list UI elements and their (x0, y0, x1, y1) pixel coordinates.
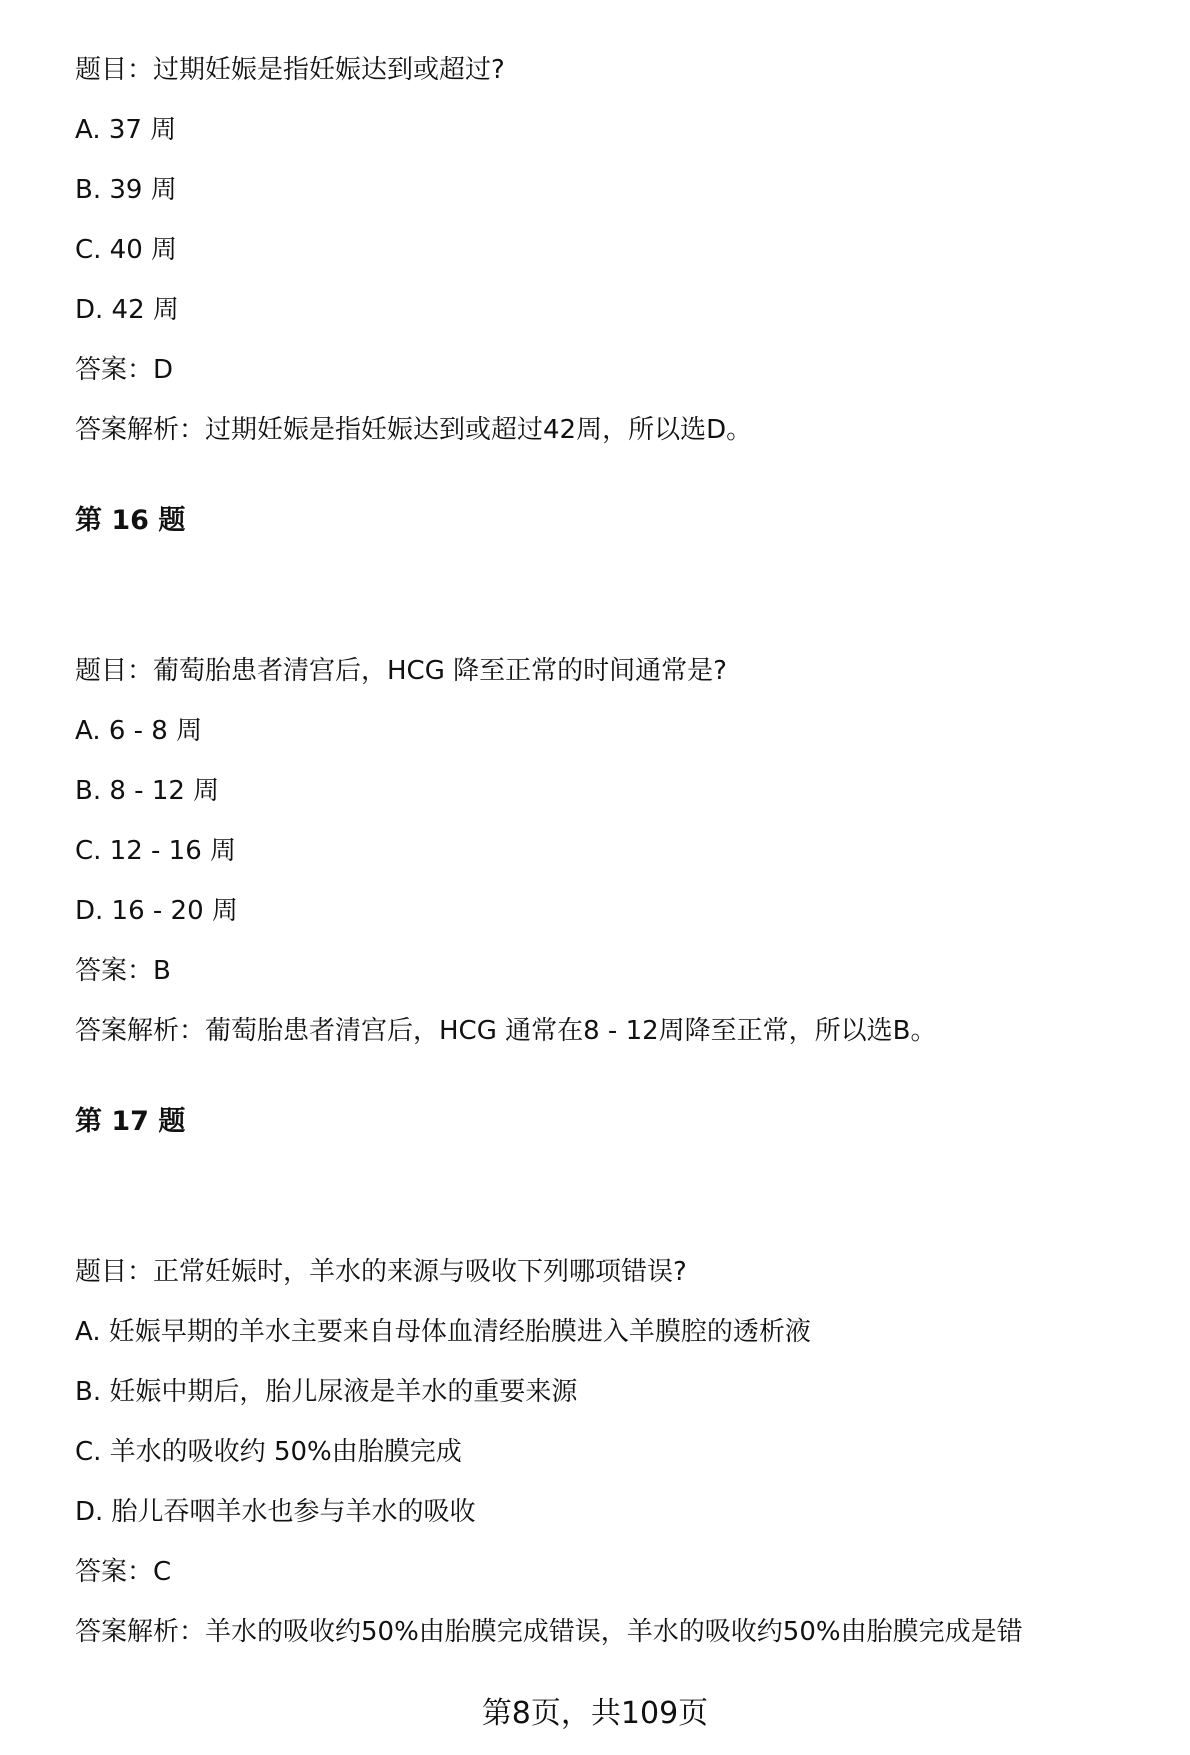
question-15-option-d: D. 42 周 (75, 295, 179, 325)
question-17-option-d: D. 胎儿吞咽羊水也参与羊水的吸收 (75, 1497, 476, 1527)
question-16-option-d: D. 16 - 20 周 (75, 896, 238, 926)
question-17-heading: 第 17 题 (75, 1106, 186, 1137)
question-15-option-b: B. 39 周 (75, 175, 177, 205)
question-17-answer: 答案：C (75, 1557, 172, 1587)
question-17-text: 题目：正常妊娠时，羊水的来源与吸收下列哪项错误? (75, 1257, 687, 1287)
question-16-option-a: A. 6 - 8 周 (75, 716, 203, 746)
question-16-option-b: B. 8 - 12 周 (75, 776, 220, 806)
question-17-option-c: C. 羊水的吸收约 50%由胎膜完成 (75, 1437, 462, 1467)
question-15-text: 题目：过期妊娠是指妊娠达到或超过? (75, 55, 505, 85)
question-15-explanation: 答案解析：过期妊娠是指妊娠达到或超过42周，所以选D。 (75, 415, 753, 445)
question-17-option-a: A. 妊娠早期的羊水主要来自母体血清经胎膜进入羊膜腔的透析液 (75, 1317, 811, 1347)
question-15-answer: 答案：D (75, 355, 174, 385)
question-16-heading: 第 16 题 (75, 505, 186, 536)
question-15-option-a: A. 37 周 (75, 115, 177, 145)
question-15-option-c: C. 40 周 (75, 235, 178, 265)
question-16-answer: 答案：B (75, 956, 171, 986)
page-number: 第8页，共109页 (481, 1696, 709, 1731)
question-16-explanation: 答案解析：葡萄胎患者清宫后，HCG 通常在8 - 12周降至正常，所以选B。 (75, 1016, 937, 1046)
question-16-option-c: C. 12 - 16 周 (75, 836, 237, 866)
question-16-text: 题目：葡萄胎患者清宫后，HCG 降至正常的时间通常是? (75, 656, 727, 686)
question-17-explanation: 答案解析：羊水的吸收约50%由胎膜完成错误，羊水的吸收约50%由胎膜完成是错 (75, 1617, 1023, 1647)
question-17-option-b: B. 妊娠中期后，胎儿尿液是羊水的重要来源 (75, 1377, 578, 1407)
